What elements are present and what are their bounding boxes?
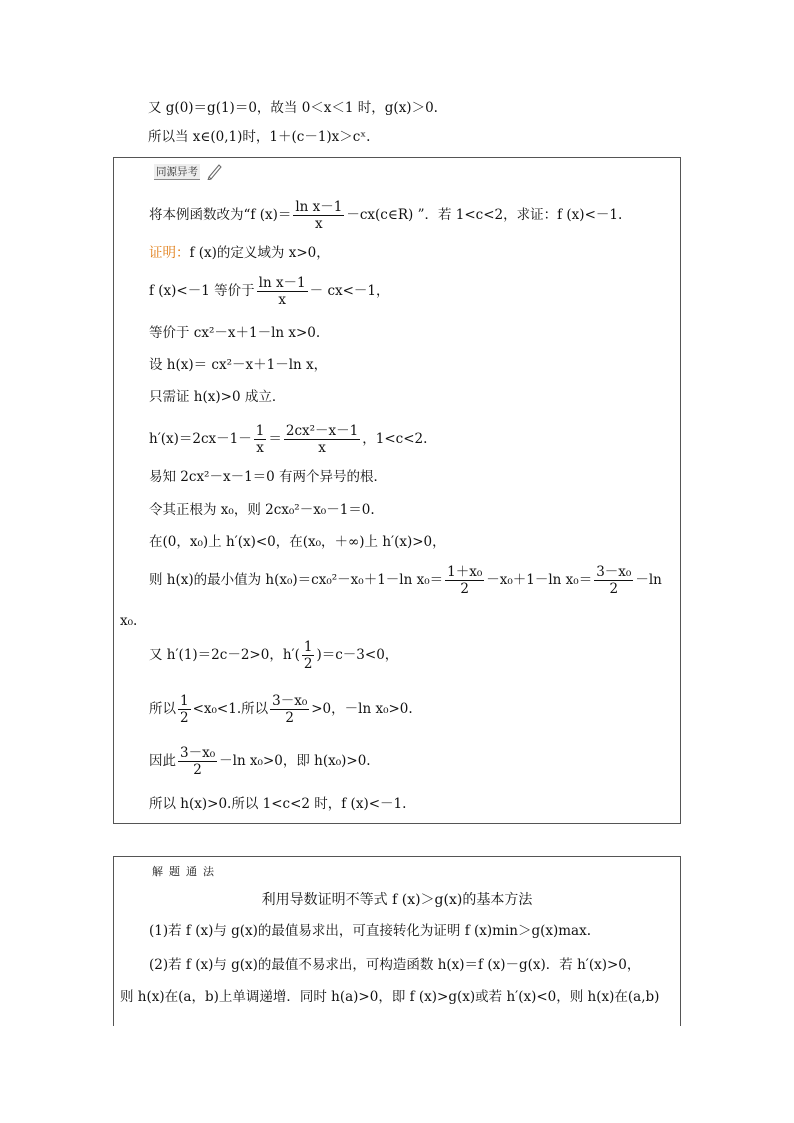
pen-icon — [206, 162, 224, 180]
proof-line: 等价于 cx²－x＋1－ln x>0. — [149, 325, 321, 341]
proof-line: 则 h(x)的最小值为 h(x₀)＝cx₀²－x₀＋1－ln x₀＝ $\frac{\text{1＋x₀}}{2}$ －x₀＋1－ln x₀＝ $\frac{\text{3－x₀}}{2}$ －ln — [149, 564, 662, 597]
proof-line: x₀. — [120, 613, 138, 629]
proof-line: f (x)<－1 等价于 $\frac{\text{ln x－1}}{x}$ － cx<－1， — [149, 275, 390, 308]
proof-line: 只需证 h(x)>0 成立． — [149, 389, 286, 405]
method-line: 则 h(x)在(a，b)上单调递增．同时 h(a)>0，即 f (x)>g(x)或若 h′(x)<0，则 h(x)在(a,b) — [120, 989, 660, 1005]
problem-statement: 将本例函数改为“f (x)＝ $\frac{\text{ln x－1}}{x}$ －cx(c∈R) ”．若 1<c<2，求证：f (x)<－1. — [149, 199, 623, 232]
method-line: (2)若 f (x)与 g(x)的最值不易求出，可构造函数 h(x)＝f (x)－g(x)．若 h′(x)>0， — [149, 957, 641, 973]
proof-label: 证明： — [149, 245, 190, 261]
text-line: 所以当 x∈(0,1)时，1＋(c－1)x＞cˣ. — [148, 129, 371, 145]
example-box — [113, 157, 681, 824]
proof-line: 证明：f (x)的定义域为 x>0， — [149, 245, 330, 261]
proof-line: 所以 $\frac{1}{2}$ <x₀<1.所以 $\frac{\text{3－x₀}}{2}$ >0，－ln x₀>0. — [149, 693, 413, 726]
proof-line: 设 h(x)＝ cx²－x＋1－ln x， — [149, 357, 328, 373]
method-line: (1)若 f (x)与 g(x)的最值易求出，可直接转化为证明 f (x)min＞g(x)max. — [149, 923, 592, 939]
method-title: 利用导数证明不等式 f (x)＞g(x)的基本方法 — [261, 892, 533, 908]
proof-line: 在(0，x₀)上 h′(x)<0，在(x₀，＋∞)上 h′(x)>0， — [149, 534, 446, 550]
proof-line: 又 h′(1)＝2c－2>0，h′( $\frac{1}{2}$ )＝c－3<0， — [149, 639, 399, 672]
proof-line: 易知 2cx²－x－1＝0 有两个异号的根． — [149, 469, 388, 485]
proof-line: 令其正根为 x₀，则 2cx₀²－x₀－1＝0. — [149, 502, 375, 518]
proof-line: h′(x)＝2cx－1－ $\frac{1}{x}$ ＝ $\frac{\text{2cx²－x－1}}{x}$ ，1<c<2. — [149, 423, 428, 456]
proof-line: 因此 $\frac{\text{3－x₀}}{2}$ －ln x₀>0，即 h(x₀)>0. — [149, 745, 371, 778]
method-box — [113, 856, 681, 1026]
proof-line: 所以 h(x)>0.所以 1<c<2 时，f (x)<－1. — [149, 796, 407, 812]
text-line: 又 g(0)＝g(1)＝0，故当 0＜x＜1 时，g(x)＞0. — [148, 100, 438, 116]
section-badge: 同源异考 — [156, 166, 198, 178]
section-head: 解题通法 — [152, 865, 220, 878]
